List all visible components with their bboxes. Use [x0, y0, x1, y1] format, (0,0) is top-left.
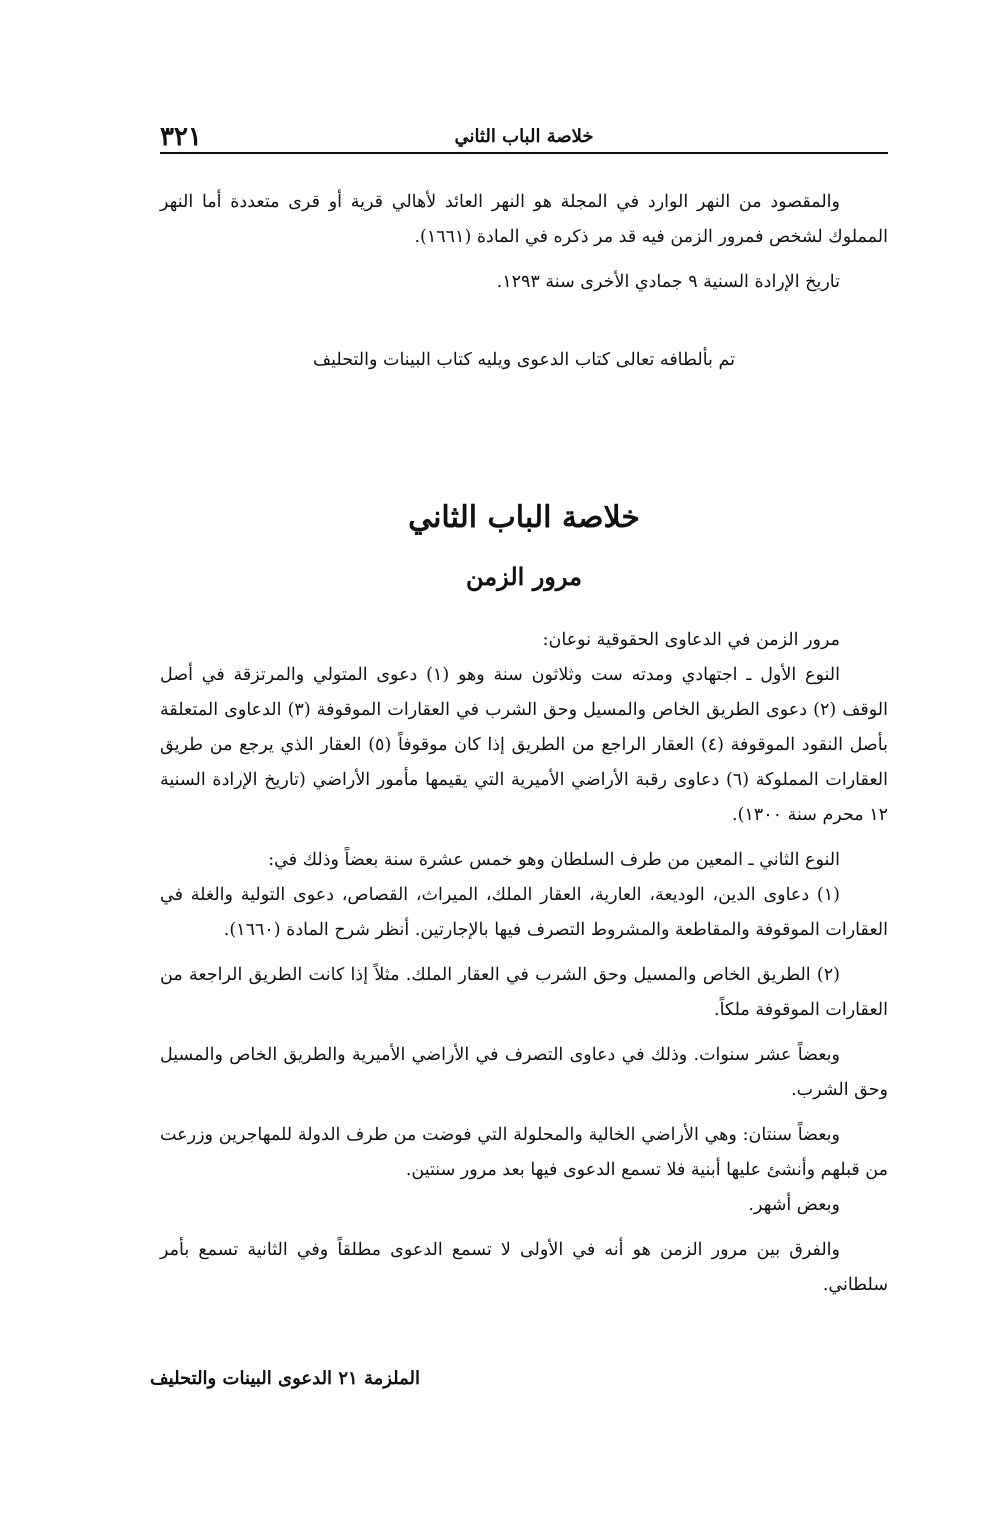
- paragraph-two-years: وبعضاً سنتان: وهي الأراضي الخالية والمحلولة التي فوضت من طرف الدولة للمهاجرين وزرعت من قبلهم وأنشئ عليها أبنية فلا تسمع الدعوى فيها بعد مرور سنتين.: [160, 1125, 888, 1180]
- paragraph-ten-years: وبعضاً عشر سنوات. وذلك في دعاوى التصرف في الأراضي الأميرية والطريق الخاص والمسيل وحق الشرب.: [160, 1045, 888, 1100]
- paragraph-decree-date: تاريخ الإرادة السنية ٩ جمادي الأخرى سنة ١٢٩٣.: [496, 272, 840, 292]
- printer-signature: الملزمة ٢١ الدعوى البينات والتحليف: [150, 1368, 421, 1389]
- paragraph-difference: والفرق بين مرور الزمن هو أنه في الأولى لا تسمع الدعوى مطلقاً وفي الثانية تسمع بأمر سلطاني.: [160, 1240, 888, 1295]
- section-subtitle: مرور الزمن: [466, 562, 582, 591]
- paragraph-item-two: (٢) الطريق الخاص والمسيل وحق الشرب في العقار الملك. مثلاً إذا كانت الطريق الراجعة من العقارات الموقوفة ملكاً.: [160, 965, 888, 1020]
- running-title: خلاصة الباب الثاني: [454, 126, 594, 147]
- page-number: ٣٢١: [160, 122, 202, 152]
- book-colophon: تم بألطافه تعالى كتاب الدعوى ويليه كتاب البينات والتحليف: [313, 350, 735, 370]
- paragraph-type-one: النوع الأول ـ اجتهادي ومدته ست وثلاثون سنة وهو (١) دعوى المتولي والمرتزقة في أصل الوقف (٢) دعوى الطريق الخاص والمسيل وحق الشرب في العقارات الموقوفة (٣) الدعاوى المتعلقة بأصل النقود الموقوفة (٤) العقار الراجع من الطريق إذا كان موقوفاً (٥) العقار الذي يرجع من طريق العقارات المملوكة (٦) دعاوى رقبة الأراضي الأميرية التي يقيمها مأمور الأراضي (تاريخ الإرادة السنية ١٢ محرم سنة ١٣٠٠).: [160, 665, 888, 825]
- chapter-title: خلاصة الباب الثاني: [408, 500, 640, 535]
- paragraph-intro: مرور الزمن في الدعاوى الحقوقية نوعان:: [542, 630, 840, 650]
- paragraph-item-one: (١) دعاوى الدين، الوديعة، العارية، العقار الملك، الميراث، القصاص، دعوى التولية والغلة في العقارات الموقوفة والمقاطعة والمشروط التصرف فيها بالإجارتين. أنظر شرح المادة (١٦٦٠).: [160, 885, 888, 940]
- paragraph-months: وبعض أشهر.: [748, 1195, 840, 1215]
- running-header: [160, 118, 888, 154]
- header-rule: [160, 152, 888, 154]
- main-text-block: [160, 623, 888, 1303]
- paragraph-type-two: النوع الثاني ـ المعين من طرف السلطان وهو خمس عشرة سنة بعضاً وذلك في:: [268, 850, 840, 870]
- top-text-block: [160, 185, 888, 300]
- paragraph-river-note: والمقصود من النهر الوارد في المجلة هو النهر العائد لأهالي قرية أو قرى متعددة أما النهر المملوك لشخص فمرور الزمن فيه قد مر ذكره في المادة (١٦٦١).: [160, 192, 888, 247]
